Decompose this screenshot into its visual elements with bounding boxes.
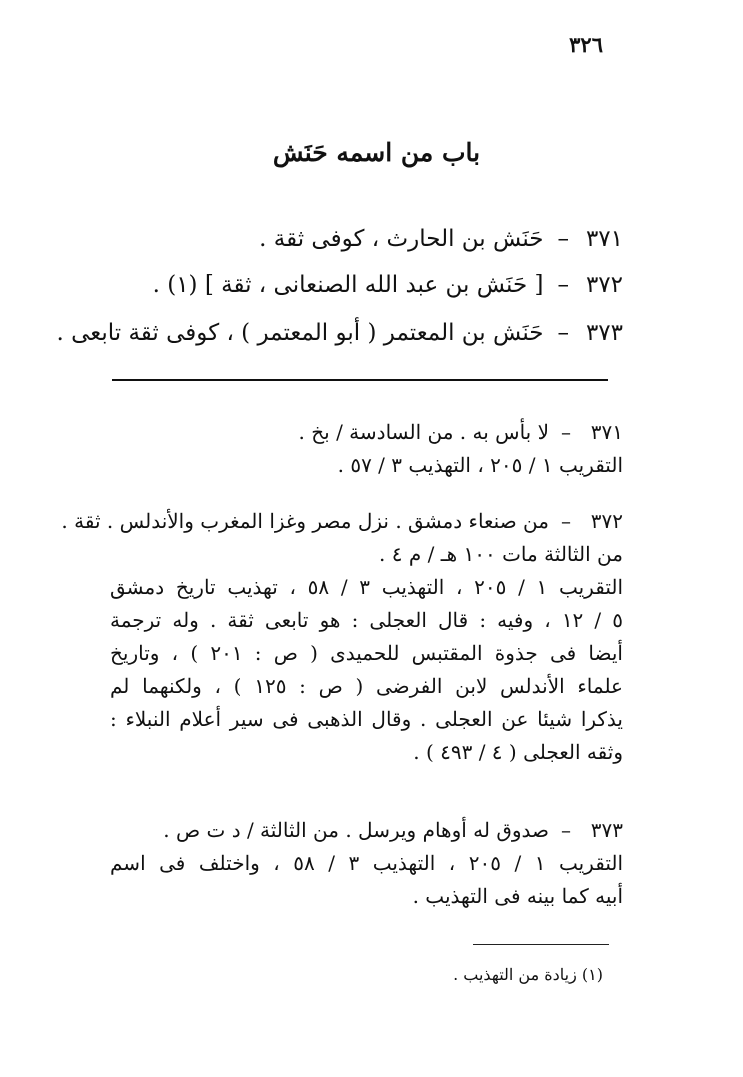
entry-dash: –	[557, 226, 569, 252]
entry-number: ٣٧٣	[585, 320, 623, 346]
note-line: علماء الأندلس لابن الفرضى ( ص : ١٢٥ ) ، ولكنهما لم	[110, 674, 623, 698]
note-dash: –	[561, 509, 571, 533]
note	[61, 505, 624, 769]
note-line: من الثالثة مات ١٠٠ هـ / م ٤ .	[379, 542, 623, 566]
note-line: صدوق له أوهام ويرسل . من الثالثة / د ت ص .	[163, 818, 549, 842]
entry-number: ٣٧١	[585, 226, 623, 252]
note-line: لا بأس به . من السادسة / بخ .	[298, 420, 549, 444]
note-line: يذكرا شيئا عن العجلى . وقال الذهبى فى سير أعلام النبلاء :	[110, 707, 623, 731]
note-line: التقريب ١ / ٢٠٥ ، التهذيب ٣ / ٥٨ ، تهذيب تاريخ دمشق	[110, 575, 624, 599]
entry-text: [ حَنَش بن عبد الله الصنعانى ، ثقة ] (١) .	[152, 272, 544, 298]
entry	[56, 320, 623, 346]
note-line: وثقه العجلى ( ٤ / ٤٩٣ ) .	[413, 740, 623, 764]
note-dash: –	[561, 420, 571, 444]
note-number: ٣٧٢	[590, 509, 623, 533]
note	[110, 416, 623, 482]
footnote-divider	[473, 944, 609, 945]
note-line: أيضا فى جذوة المقتبس للحميدى ( ص : ٢٠١ ) ، وتاريخ	[110, 641, 623, 665]
entry-number: ٣٧٢	[585, 272, 623, 298]
entry	[130, 272, 623, 298]
entry-dash: –	[557, 272, 569, 298]
note-dash: –	[561, 818, 571, 842]
entry-text: حَنَش بن المعتمر ( أبو المعتمر ) ، كوفى ثقة تابعى .	[56, 320, 544, 346]
entry-text: حَنَش بن الحارث ، كوفى ثقة .	[259, 226, 544, 252]
chapter-title: باب من اسمه حَنَش	[272, 138, 481, 167]
entry	[130, 226, 623, 252]
note-line: التقريب ١ / ٢٠٥ ، التهذيب ٣ / ٥٧ .	[337, 453, 623, 477]
note-number: ٣٧٣	[590, 818, 623, 842]
note	[110, 814, 623, 913]
page-number: ٣٢٦	[569, 32, 603, 57]
note-line: التقريب ١ / ٢٠٥ ، التهذيب ٣ / ٥٨ ، واختلف فى اسم	[110, 851, 624, 875]
note-line: من صنعاء دمشق . نزل مصر وغزا المغرب والأندلس . ثقة .	[61, 509, 549, 533]
entry-dash: –	[557, 320, 569, 346]
section-divider	[112, 379, 608, 381]
note-line: أبيه كما بينه فى التهذيب .	[412, 884, 623, 908]
footnote: (١) زيادة من التهذيب .	[453, 965, 603, 984]
note-number: ٣٧١	[590, 420, 623, 444]
note-line: ٥ / ١٢ ، وفيه : قال العجلى : هو تابعى ثقة . وله ترجمة	[110, 608, 624, 632]
